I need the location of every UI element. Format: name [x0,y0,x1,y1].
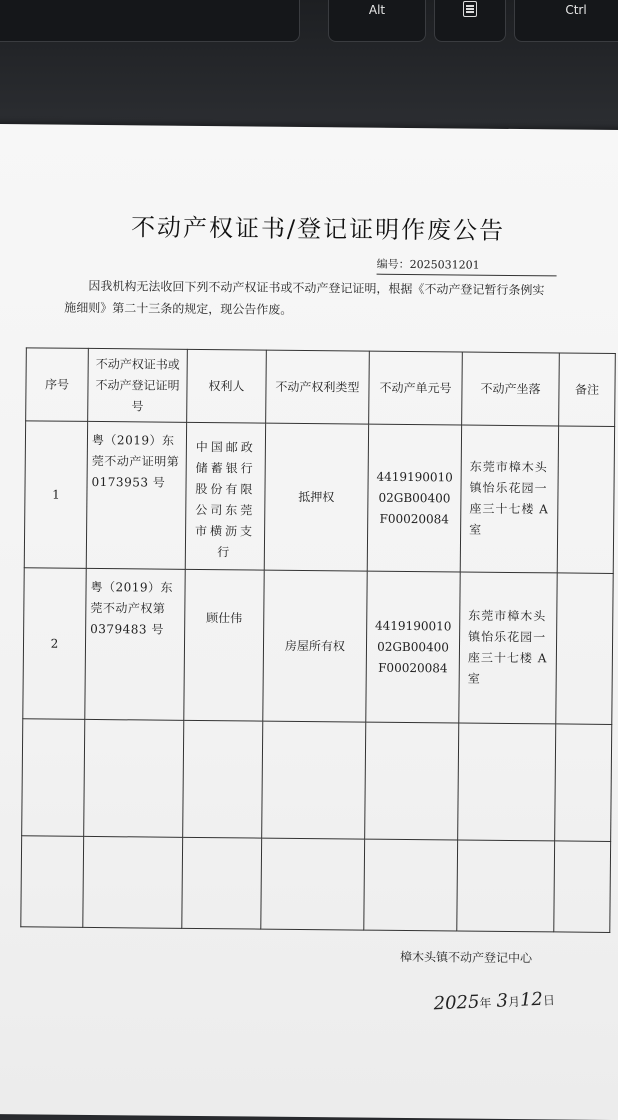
cell-right-type: 抵押权 [264,423,369,571]
table-row [24,421,614,574]
issue-date [433,988,555,1014]
date-month: 3 [496,990,509,1012]
date-year-suffix: 年 [479,995,492,1011]
ctrl-key: Ctrl [514,0,618,42]
cell-remark [556,573,613,725]
cell-location: 东莞市樟木头镇怡乐花园一座三十七楼 A 室 [460,425,559,573]
date-day-suffix: 日 [542,993,556,1008]
intro-paragraph [64,275,584,324]
empty-cell [364,839,458,931]
cell-cert: 粤（2019）东莞不动产证明第0173953 号 [86,421,187,569]
empty-cell [83,836,183,928]
empty-cell [84,719,184,837]
table-row-empty [21,836,611,933]
issuing-organization: 樟木头镇不动产登记中心 [399,949,533,966]
cell-unit-no: 441919001002GB00400F00020084 [367,424,461,572]
alt-key: Alt [328,0,426,42]
empty-cell [555,724,612,842]
header-right-type: 不动产权利类型 [265,350,369,424]
header-holder: 权利人 [187,349,266,423]
document-title: 不动产权证书/登记证明作废公告 [130,213,506,245]
document-number [377,256,557,277]
cell-holder: 中国邮政储蓄银行股份有限公司东莞市横沥支行 [185,422,265,570]
table-header-row [26,348,616,427]
empty-cell [261,721,365,839]
header-seq: 序号 [26,348,89,422]
notice-paper [0,124,618,1120]
header-cert: 不动产权证书或不动产登记证明号 [88,348,188,422]
cell-right-type: 房屋所有权 [262,570,367,722]
keyboard [0,0,618,132]
header-location: 不动产坐落 [462,352,560,426]
keyboard-key-left [0,0,300,42]
date-day: 12 [519,988,544,1011]
cell-location: 东莞市樟木头镇怡乐花园一座三十七楼 A 室 [459,572,558,724]
empty-cell [554,841,611,933]
menu-icon [463,1,477,17]
empty-cell [457,840,555,932]
document-number-value: 2025031201 [409,257,480,272]
header-unit-no: 不动产单元号 [369,351,463,425]
empty-cell [458,723,556,841]
empty-cell [21,836,84,928]
intro-line-1: 因我机构无法收回下列不动产权证书或不动产登记证明，根据《不动产登记暂行条例实 [88,278,545,298]
cell-holder: 顾仕伟 [184,569,264,721]
cell-unit-no: 441919001002GB00400F00020084 [366,571,460,723]
void-certificate-table [20,347,616,933]
empty-cell [261,838,365,930]
document-number-label: 编号： [376,257,410,271]
empty-cell [183,720,263,838]
table-row-empty [22,719,612,842]
menu-key [434,0,506,42]
empty-cell [22,719,85,837]
header-remark: 备注 [559,353,616,427]
cell-seq: 1 [24,421,87,569]
date-year: 2025 [433,991,480,1015]
table-row [23,568,613,725]
intro-line-2: 施细则》第二十三条的规定，现公告作废。 [64,300,293,317]
date-month-suffix: 月 [507,994,521,1010]
cell-seq: 2 [23,568,86,720]
empty-cell [365,722,459,840]
cell-remark [557,426,614,574]
empty-cell [182,837,261,929]
cell-cert: 粤（2019）东莞不动产权第0379483 号 [85,568,186,720]
